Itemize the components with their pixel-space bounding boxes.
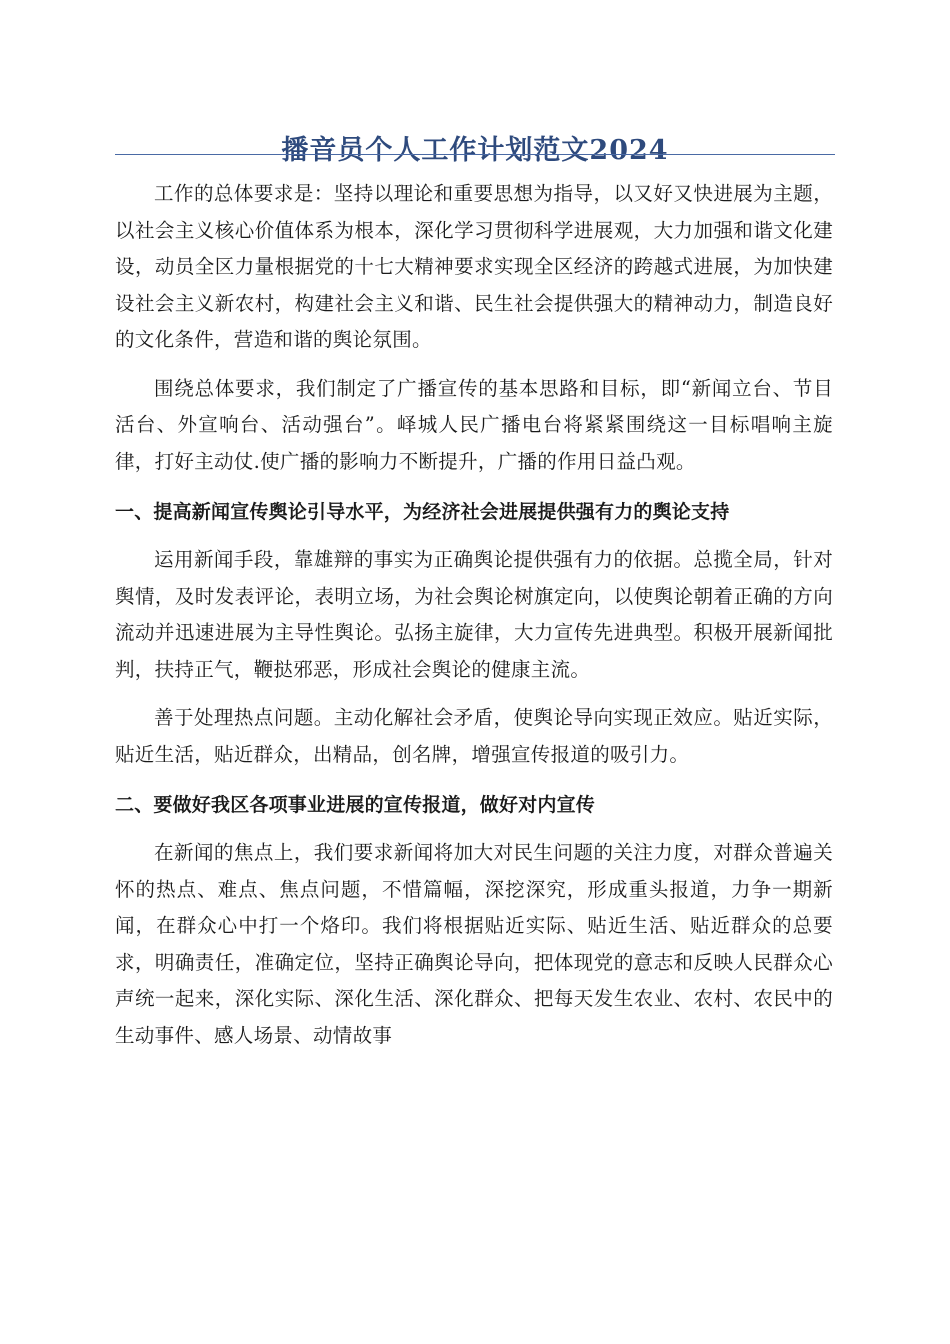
title-underline xyxy=(115,154,835,155)
paragraph-news-focus: 在新闻的焦点上，我们要求新闻将加大对民生问题的关注力度，对群众普遍关怀的热点、难点、焦点问题，不惜篇幅，深挖深究，形成重头报道，力争一期新闻，在群众心中打一个烙印。我们将根据贴近实际、贴近生活、贴近群众的总要求，明确责任，准确定位，坚持正确舆论导向，把体现党的意志和反映人民群众心声统一起来，深化实际、深化生活、深化群众、把每天发生农业、农村、农民中的生动事件、感人场景、动情故事 xyxy=(115,841,833,1047)
paragraph-overall-requirements: 工作的总体要求是：坚持以理论和重要思想为指导，以又好又快进展为主题，以社会主义核心价值体系为根本，深化学习贯彻科学进展观，大力加强和谐文化建设，动员全区力量根据党的十七大精神要求实现全区经济的跨越式进展，为加快建设社会主义新农村，构建社会主义和谐、民生社会提供强大的精神动力，制造良好的文化条件，营造和谐的舆论氛围。 xyxy=(115,182,833,351)
paragraph-hot-issues: 善于处理热点问题。主动化解社会矛盾，使舆论导向实现正效应。贴近实际，贴近生活，贴近群众，出精品，创名牌，增强宣传报道的吸引力。 xyxy=(115,706,833,766)
paragraph-broadcast-goals: 围绕总体要求，我们制定了广播宣传的基本思路和目标，即“新闻立台、节目活台、外宣响台、活动强台”。峄城人民广播电台将紧紧围绕这一目标唱响主旋律，打好主动仗.使广播的影响力不断提升，广播的作用日益凸观。 xyxy=(115,376,833,473)
paragraph-news-guidance: 运用新闻手段，靠雄辩的事实为正确舆论提供强有力的依据。总揽全局，针对舆情，及时发表评论，表明立场，为社会舆论树旗定向，以使舆论朝着正确的方向流动并迅速进展为主导性舆论。弘扬主旋律，大力宣传先进典型。积极开展新闻批判，扶持正气，鞭挞邪恶，形成社会舆论的健康主流。 xyxy=(115,548,833,681)
section-heading-2: 二、要做好我区各项事业进展的宣传报道，做好对内宣传 xyxy=(115,794,596,816)
document-title: 播音员个人工作计划范文2024 xyxy=(281,135,669,167)
document-body xyxy=(115,176,833,1054)
section-heading-1: 一、提高新闻宣传舆论引导水平，为经济社会进展提供强有力的舆论支持 xyxy=(115,501,730,523)
